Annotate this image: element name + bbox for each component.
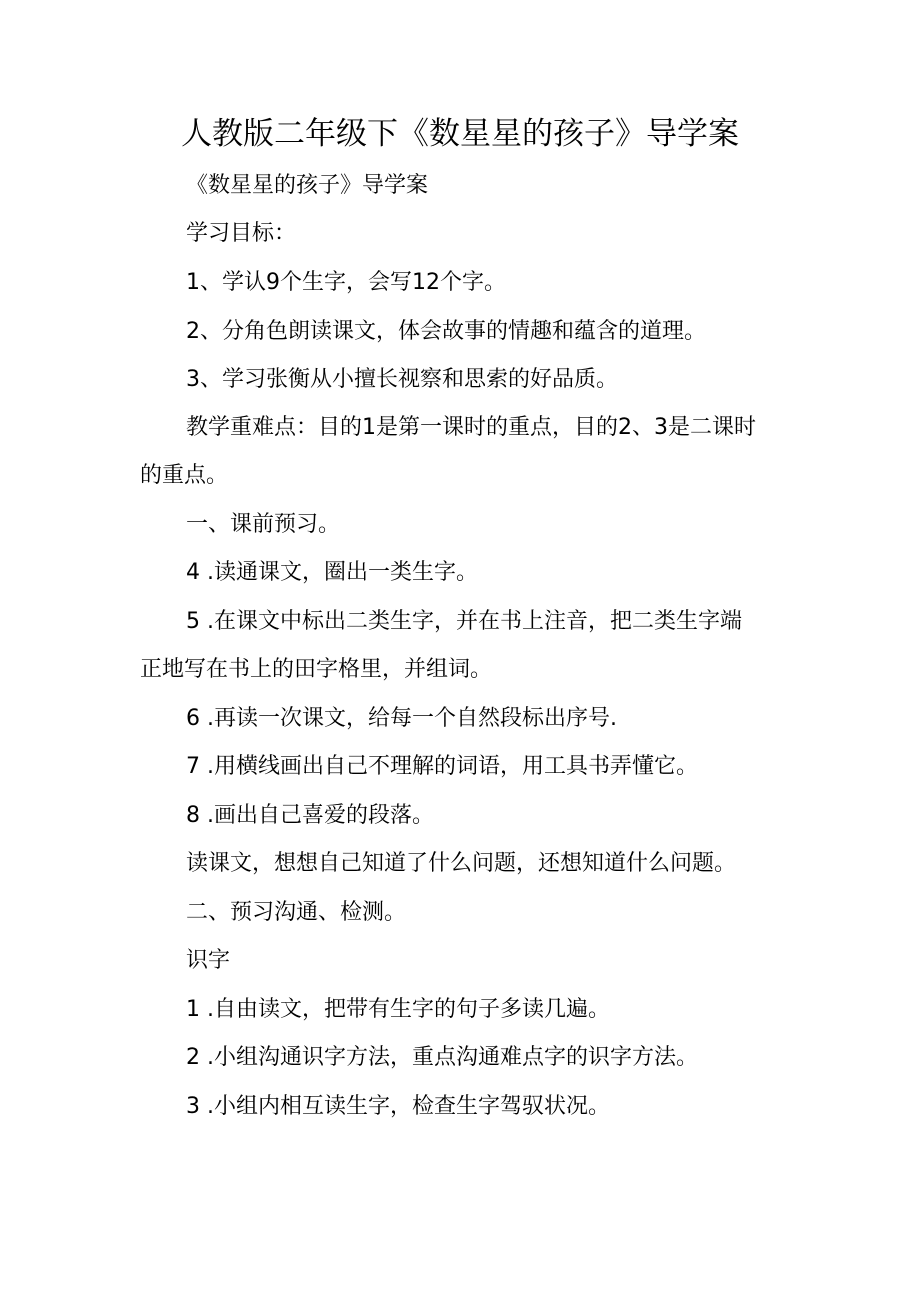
- key-points-line-2: 的重点。: [140, 463, 229, 488]
- subtitle-line: 《数星星的孩子》导学案: [186, 173, 429, 198]
- goal-item-3: 3、学习张衡从小擅长视察和思索的好品质。: [186, 367, 618, 392]
- subheading-literacy: 识字: [186, 948, 231, 973]
- section-heading-exchange: 二、预习沟通、检测。: [186, 900, 407, 925]
- literacy-item-3: 3 .小组内相互读生字，检查生字驾驭状况。: [186, 1094, 610, 1119]
- read-and-think-line: 读课文，想想自己知道了什么问题，还想知道什么问题。: [186, 851, 737, 876]
- key-points-line-1: 教学重难点：目的1是第一课时的重点，目的2、3是二课时: [186, 415, 756, 440]
- goal-item-2: 2、分角色朗读课文，体会故事的情趣和蕴含的道理。: [186, 319, 706, 344]
- preview-item-4: 4 .读通课文，圈出一类生字。: [186, 560, 478, 585]
- preview-item-8: 8 .画出自己喜爱的段落。: [186, 803, 434, 828]
- preview-item-5-line-1: 5 .在课文中标出二类生字，并在书上注音，把二类生字端: [186, 609, 742, 634]
- section-heading-preview: 一、课前预习。: [186, 512, 341, 537]
- literacy-item-2: 2 .小组沟通识字方法，重点沟通难点字的识字方法。: [186, 1045, 698, 1070]
- section-heading-learning-goals: 学习目标：: [186, 221, 297, 246]
- literacy-item-1: 1 .自由读文，把带有生字的句子多读几遍。: [186, 997, 610, 1022]
- preview-item-5-line-2: 正地写在书上的田字格里，并组词。: [140, 657, 493, 682]
- document-title: 人教版二年级下《数星星的孩子》导学案: [181, 116, 739, 152]
- goal-item-1: 1、学认9个生字，会写12个字。: [186, 270, 506, 295]
- preview-item-6: 6 .再读一次课文，给每一个自然段标出序号.: [186, 706, 617, 731]
- preview-item-7: 7 .用横线画出自己不理解的词语，用工具书弄懂它。: [186, 754, 698, 779]
